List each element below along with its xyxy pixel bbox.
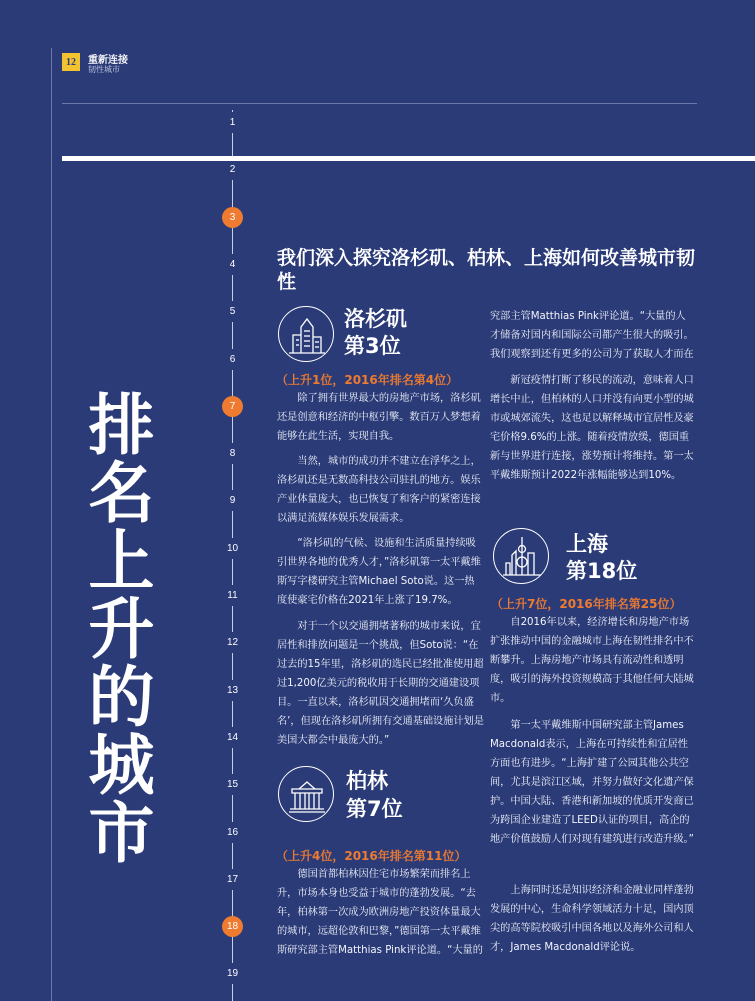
section-subtitle: 韧性城市: [88, 65, 120, 74]
timeline-tick: 17: [222, 869, 243, 890]
timeline-tick: 2: [222, 159, 243, 180]
timeline-tick: 11: [222, 585, 243, 606]
city-rank-shanghai: 第18位: [566, 559, 638, 583]
timeline-tick: 19: [222, 963, 243, 984]
city-rank-change-shanghai: （上升7位，2016年排名第25位）: [491, 597, 682, 611]
city-name-shanghai: 上海: [566, 532, 608, 556]
timeline-tick: 18: [222, 916, 243, 937]
city-name-la: 洛杉矶: [344, 307, 407, 331]
right-margin-band: [700, 196, 755, 1001]
timeline-tick: 1: [222, 112, 243, 133]
city-name-berlin: 柏林: [346, 769, 388, 793]
left-margin-rule: [51, 48, 52, 1001]
section-title: 重新连接: [88, 55, 128, 66]
timeline-tick: 8: [222, 443, 243, 464]
article-title: 我们深入探究洛杉矶、柏林、上海如何改善城市韧性: [277, 247, 696, 293]
berlin-paragraph-continued-text: 究部主管Matthias Pink评论道。“大量的人才储备对国内和国际公司都产生很大的吸引。我们观察到还有更多的公司为了获取人才而在: [490, 311, 694, 360]
timeline-tick: 13: [222, 680, 243, 701]
timeline-tick: 3: [222, 207, 243, 228]
shanghai-paragraph: 上海同时还是知识经济和金融业同样蓬勃发展的中心，生命科学领域活力十足，国内顶尖的高等院校吸引中国各地以及海外公司和人才，James Macdonald评论说。: [490, 885, 694, 953]
timeline-tick: 15: [222, 774, 243, 795]
timeline-tick: 12: [222, 632, 243, 653]
page-number: 12: [62, 53, 80, 71]
white-divider-bar: [62, 156, 755, 161]
timeline-tick: 4: [222, 254, 243, 275]
oriental-pearl-tower-icon: [493, 528, 549, 584]
city-rank-berlin: 第7位: [346, 797, 403, 821]
timeline-tick: 6: [222, 349, 243, 370]
shanghai-paragraph: 第一太平戴维斯中国研究部主管James Macdonald表示，上海在可持续性和宜居性方面也有进步。“上海扩建了公园其他公共空间，尤其是滨江区域，并努力做好文化遗产保护。中国大陆、香港和新加坡的优质开发商已为跨国企业建造了LEED认证的项目，高企的地产价值鼓励人们对现有建筑进行改造升级。”: [490, 720, 694, 845]
berlin-paragraph: 新冠疫情打断了移民的流动，意味着人口增长中止，但柏林的人口并没有向更小型的城市或城郊流失，这也足以解释城市宜居性及豪宅价格9.6%的上涨。随着疫情放缓，德国重新与世界进行连接，涨势预计将维持。第一太平戴维斯预计2022年涨幅能够达到10%。: [490, 375, 694, 481]
la-paragraph: “洛杉矶的气候、设施和生活质量持续吸引世界各地的优秀人才，”洛杉矶第一太平戴维斯写字楼研究主管Michael Soto说。这一热度使豪宅价格在2021年上涨了19.7%。: [277, 538, 481, 606]
timeline-tick: 9: [222, 490, 243, 511]
berlin-paragraph-continued: [490, 307, 695, 365]
timeline-tick: 10: [222, 538, 243, 559]
timeline-tick: 16: [222, 822, 243, 843]
berlin-paragraph: 德国首都柏林因住宅市场繁荣而排名上升，市场本身也受益于城市的蓬勃发展。“去年，柏林第一次成为欧洲房地产投资体量最大的城市，远超伦敦和巴黎，”德国第一太平戴维斯研究部主管Matthias Pink评论道。“大量的: [277, 869, 483, 955]
timeline-tick: 5: [222, 301, 243, 322]
city-rank-la: 第3位: [344, 334, 401, 358]
header-divider: [62, 103, 697, 104]
la-paragraph: 除了拥有世界最大的房地产市场，洛杉矶还是创意和经济的中枢引擎。数百万人梦想着能够在此生活，实现自我。: [277, 393, 481, 442]
timeline-tick: 7: [222, 396, 243, 417]
la-paragraph: 当然，城市的成功并不建立在浮华之上，洛杉矶还是无数高科技公司驻扎的地方。娱乐产业体量庞大，也已恢复了和客户的紧密连接以满足流媒体娱乐发展需求。: [277, 456, 481, 524]
vertical-page-title: 排名上升的城市: [77, 390, 154, 866]
skyscraper-icon: [278, 306, 334, 362]
timeline-tick: 14: [222, 727, 243, 748]
city-rank-change-berlin: （上升4位，2016年排名第11位）: [276, 849, 467, 863]
la-paragraph: 对于一个以交通拥堵著称的城市来说，宜居性和排放问题是一个挑战，但Soto说：“在过去的15年里，洛杉矶的选民已经批准使用超过1,200亿美元的税收用于长期的交通建设项目。一直以来，洛杉矶因交通拥堵而‘久负盛名’，但现在洛杉矶所拥有交通基础设施计划是美国大都会中最庞大的。”: [277, 621, 484, 746]
shanghai-paragraph: 自2016年以来，经济增长和房地产市场扩张推动中国的金融城市上海在韧性排名中不断攀升。上海房地产市场具有流动性和透明度，吸引的海外投资规模高于其他任何大陆城市。: [490, 617, 694, 704]
brandenburg-gate-icon: [278, 766, 334, 822]
city-rank-change-la: （上升1位，2016年排名第4位）: [276, 373, 459, 387]
